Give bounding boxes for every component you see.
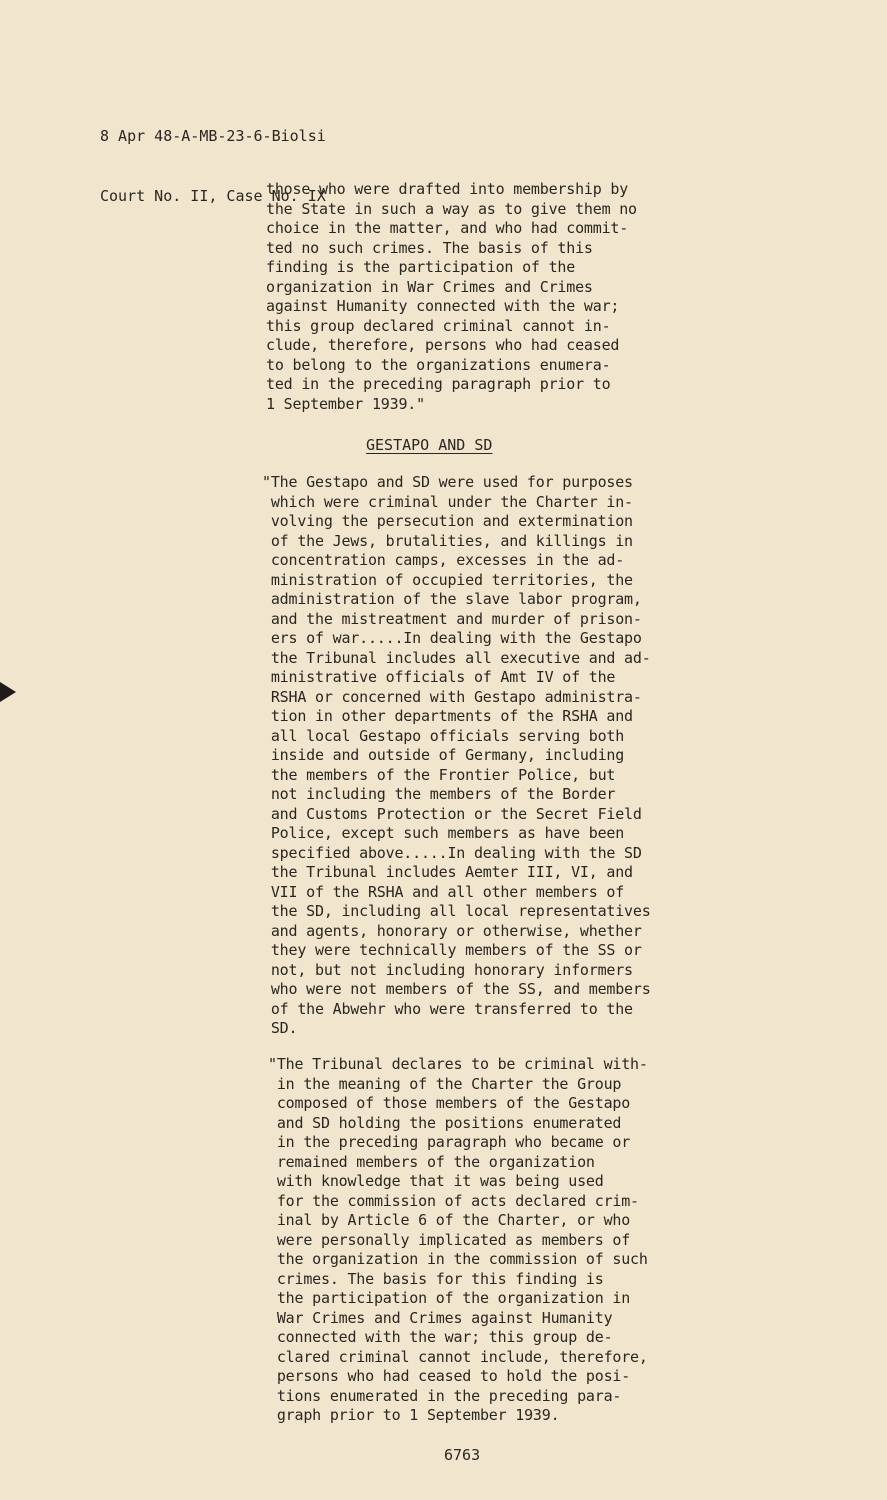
margin-arrow-icon	[0, 682, 16, 702]
header-line-date-id: 8 Apr 48-A-MB-23-6-Biolsi	[100, 127, 326, 145]
header-line-court-case: Court No. II, Case No. IX	[100, 187, 326, 205]
paragraph-continuation: those who were drafted into membership by the State in such a way as to give them no choice in the matter, and who had commit- ted no such crimes. The basis of this finding is the participation of the organization in War Crimes and Crimes against Humanity connected with the war; this group declared criminal cannot in- clude, therefore, persons who had ceased to belong to the organizations enumera- ted in the preceding paragraph prior to 1 September 1939."	[266, 180, 637, 413]
paragraph-tribunal-declaration: "The Tribunal declares to be criminal with- in the meaning of the Charter the Group composed of those members of the Gestapo and SD holding the positions enumerated in the preceding paragraph who became or remained members of the organization with knowledge that it was being used for the commission of acts declared crim- inal by Article 6 of the Charter, or who were personally implicated as members of the organization in the commission of such crimes. The basis for this finding is the participation of the organization in War Crimes and Crimes against Humanity connected with the war; this group de- clared criminal cannot include, therefore, persons who had ceased to hold the posi- tions enumerated in the preceding para- graph prior to 1 September 1939.	[268, 1055, 648, 1424]
page-number: 6763	[444, 1446, 481, 1464]
paragraph-gestapo-sd-use: "The Gestapo and SD were used for purposes which were criminal under the Charter in- volving the persecution and extermination of the Jews, brutalities, and killings in concentration camps, excesses in the ad- ministration of occupied territories, the administration of the slave labor program, and the mistreatment and murder of prison- ers of war.....In dealing with the Gestapo the Tribunal includes all executive and ad- ministrative officials of Amt IV of the RSHA or concerned with Gestapo administra- tion in other departments of the RSHA and all local Gestapo officials serving both inside and outside of Germany, including the members of the Frontier Police, but not including the members of the Border and Customs Protection or the Secret Field Police, except such members as have been specified above.....In dealing with the SD the Tribunal includes Aemter III, VI, and VII of the RSHA and all other members of the SD, including all local representatives and agents, honorary or otherwise, whether they were technically members of the SS or not, but not including honorary informers who were not members of the SS, and members of the Abwehr who were transferred to the SD.	[262, 473, 651, 1037]
section-heading: GESTAPO AND SD	[366, 436, 493, 454]
